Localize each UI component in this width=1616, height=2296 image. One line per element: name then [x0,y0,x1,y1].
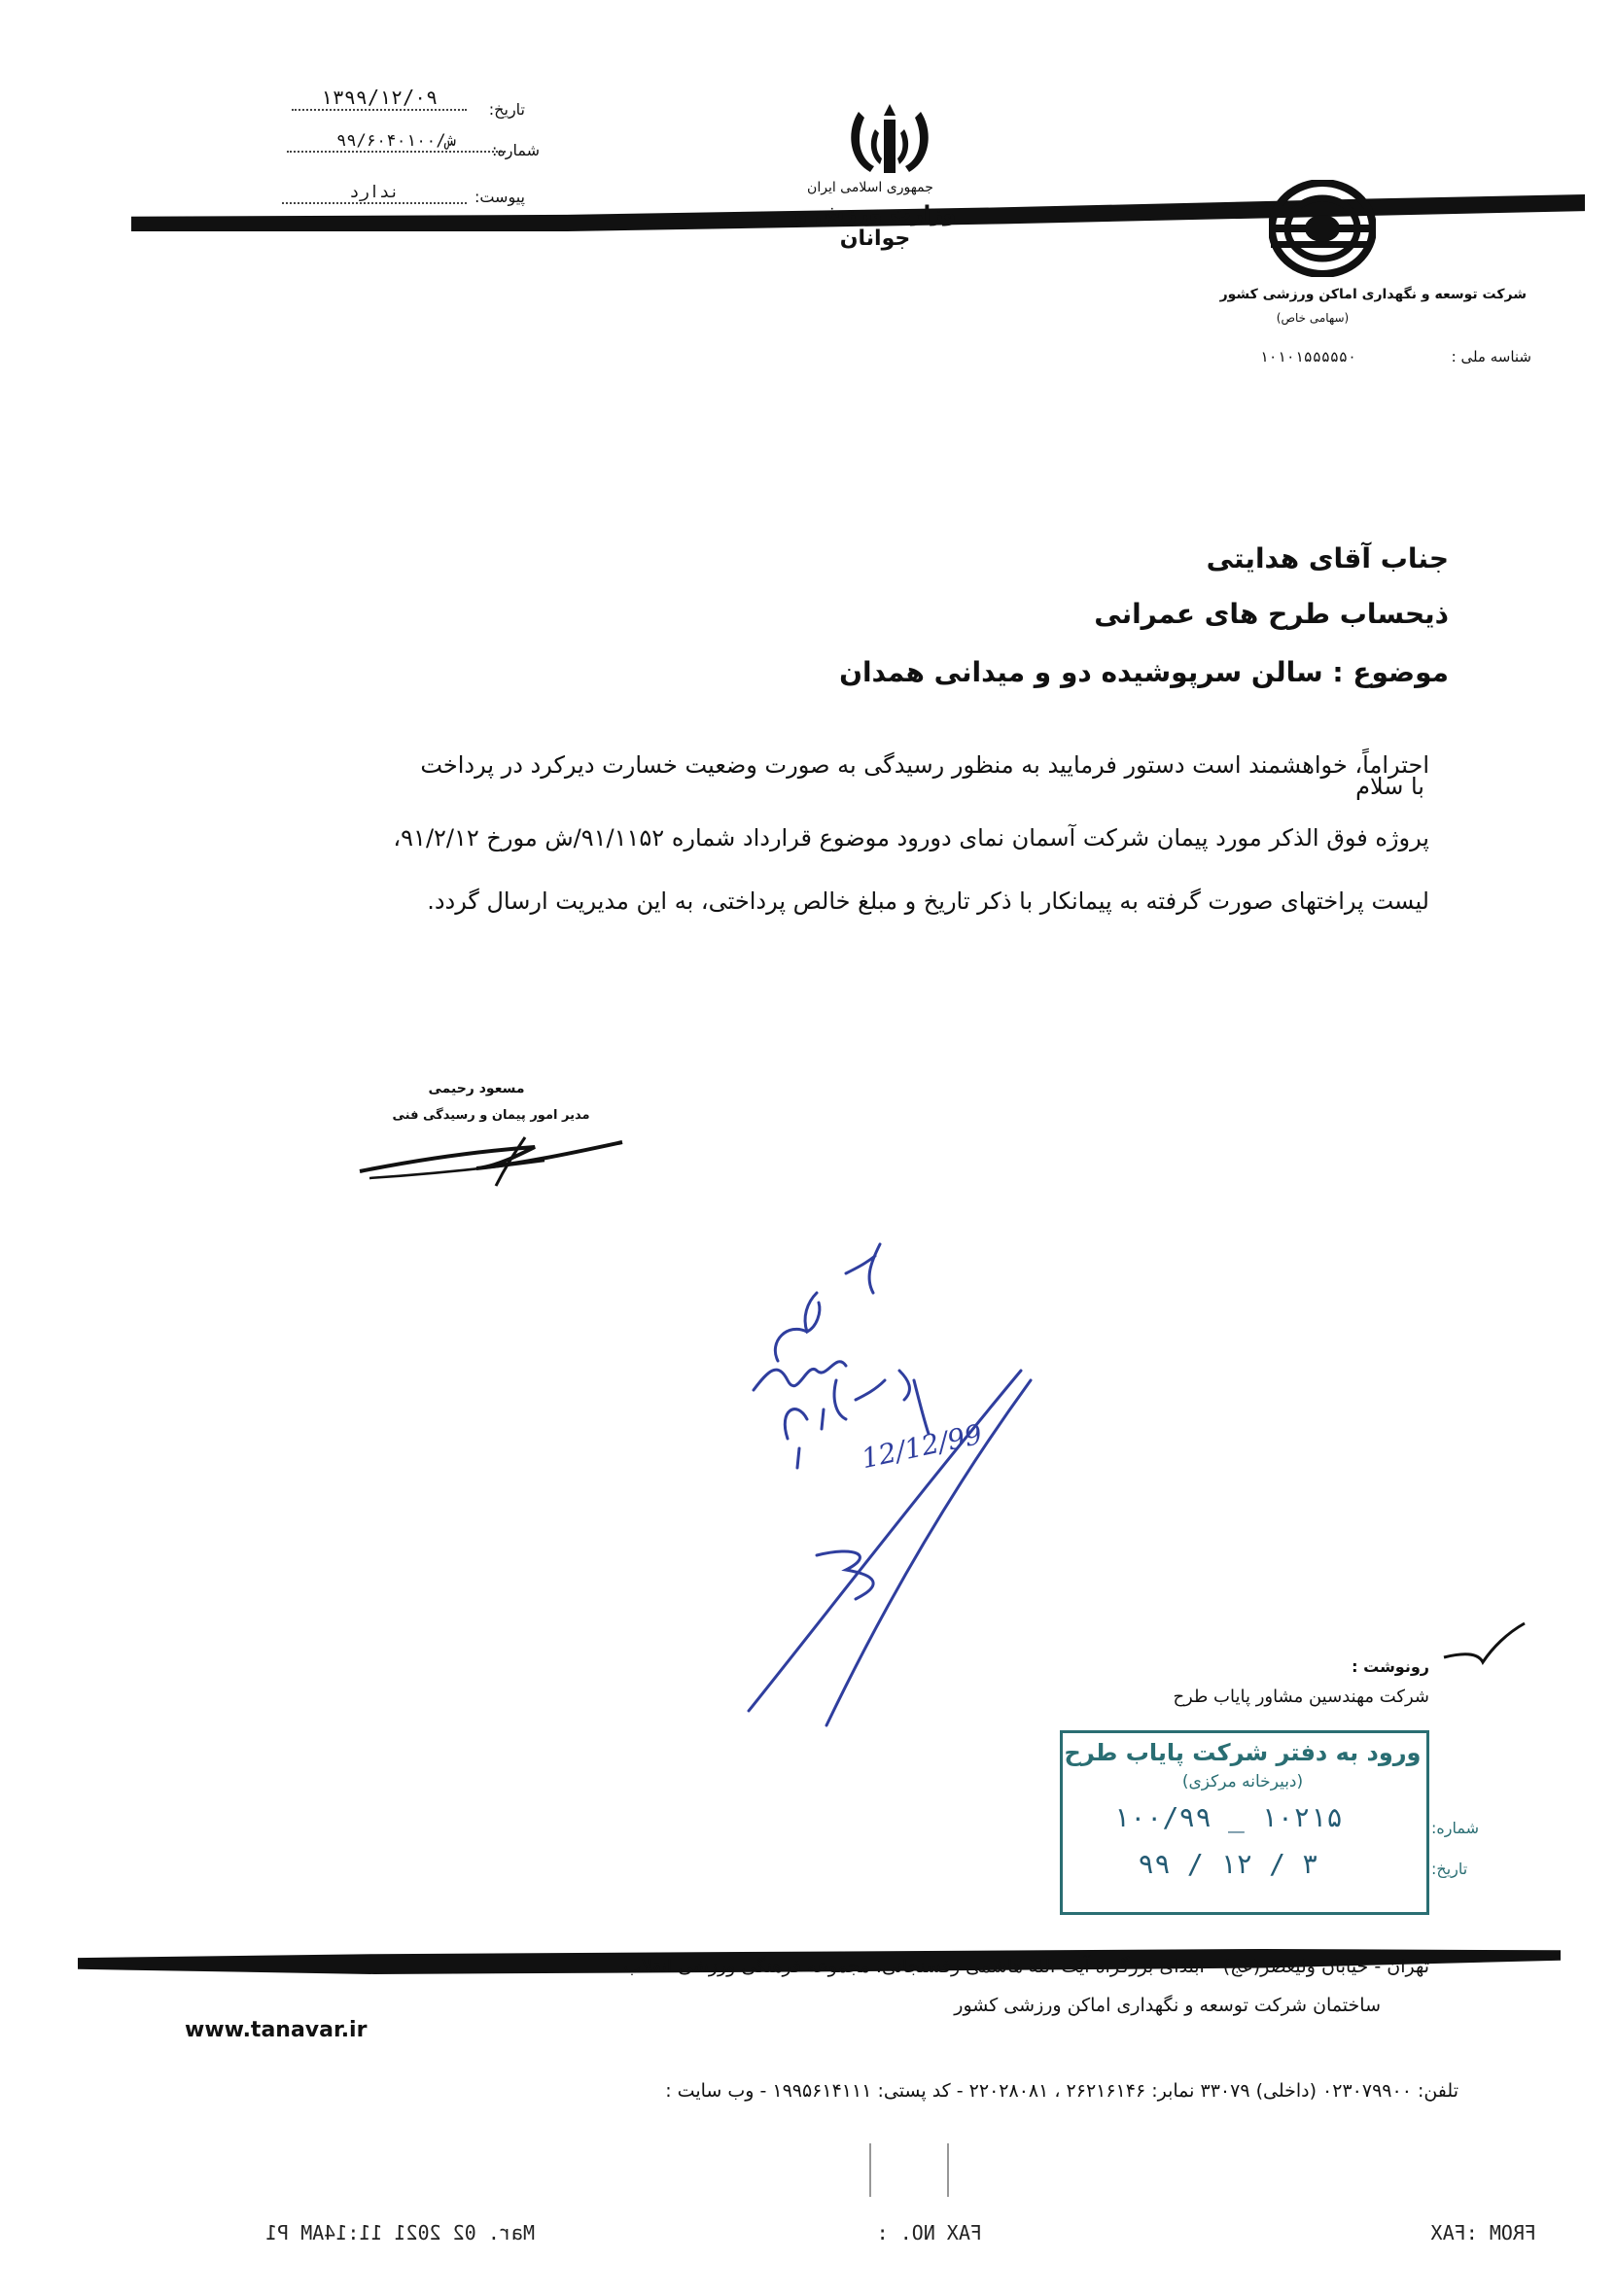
body-line-2: پروژه فوق الذکر مورد پیمان شرکت آسمان نمای دورود موضوع قرارداد شماره ۹۱/۱۱۵۲/ش مورخ ۹۱/۲/۱۲، [393,824,1429,852]
stamp-date-value: ۹۹ / ۱۲ / ۳ [1138,1848,1318,1880]
receipt-stamp [1060,1730,1480,1915]
checkmark-icon [1439,1618,1527,1677]
signatory-name: مسعود رحیمی [428,1081,525,1096]
company-logo-icon [1269,180,1376,277]
iran-emblem-icon [841,102,938,180]
cc-label: رونوشت : [1352,1657,1429,1676]
handwritten-note-icon [710,1235,1050,1740]
ministry-name: وزارت ورزش و جوانان [793,202,957,251]
subject: موضوع : سالن سرپوشیده دو و میدانی همدان [839,656,1449,688]
date-value: ۱۳۹۹/۱۲/۰۹ [292,86,467,111]
body-line-1: احتراماً، خواهشمند است دستور فرمایید به منظور رسیدگی به صورت وضعیت خسارت دیرکرد در پرداخت [420,751,1429,779]
attachment-value: ندارد [282,183,467,204]
attachment-label: پیوست: [474,188,525,206]
footer-phone: تلفن: ۰۲۳۰۷۹۹۰۰ (داخلی) ۳۳۰۷۹ نمابر: ۲۶۲۱۶۱۴۶ ، ۲۲۰۲۸۰۸۱ - کد پستی: ۱۹۹۵۶۱۴۱۱۱ - وب سایت : [665,2080,1458,2102]
fax-from: FROM :FAX [1430,2221,1536,2244]
recipient-name: جناب آقای هدایتی [1206,542,1449,574]
signatory-title: مدیر امور پیمان و رسیدگی فنی [392,1108,590,1123]
company-name: شرکت توسعه و نگهداری اماکن ورزشی کشور [1219,287,1527,302]
fax-timestamp: Mar. 02 2021 11:14AM P1 [265,2221,535,2244]
footer-website: www.tanavar.ir [185,2018,368,2042]
stamp-subtitle: (دبیرخانه مرکزی) [1181,1772,1304,1792]
number-label: شماره: [491,141,540,159]
footer-address-2: ساختمان شرکت توسعه و نگهداری اماکن ورزشی کشور [954,1995,1381,2016]
stamp-date-label: تاریخ: [1431,1860,1468,1878]
fax-number: FAX NO. : [876,2221,982,2244]
handwritten-date: 12/12/99 [859,1417,985,1476]
body-line-3: لیست پراختهای صورت گرفته به پیمانکار با ذکر تاریخ و مبلغ خالص پرداختی، به این مدیریت ارسال گردد. [427,887,1429,915]
greeting: با سلام [1355,773,1424,800]
number-value: ۹۹/۶۰۴۰۱۰۰/ش [287,131,506,153]
signature-icon [350,1118,642,1205]
company-type: (سهامی خاص) [1276,311,1350,325]
national-id-label: شناسه ملی : [1451,348,1531,365]
recipient-title: ذیحساب طرح های عمرانی [1094,598,1449,630]
footer-address-1: تهران - خیابان ولیعصر(عج) - ابتدای بزرگراه آیت الله هاشمی رفسنجانی، مجموعه فرهنگی ورزشی انقلاب [623,1956,1429,1977]
fax-tick-marks-icon [865,2139,953,2207]
stamp-title: ورود به دفتر شرکت پایاب طرح [1064,1739,1422,1766]
cc-recipient: شرکت مهندسین مشاور پایاب طرح [1173,1687,1429,1707]
stamp-number-label: شماره: [1431,1819,1480,1837]
date-label: تاریخ: [488,100,525,119]
stamp-number-value: ۱۰۰/۹۹ _ ۱۰۲۱۵ [1112,1801,1343,1833]
national-id: ۱۰۱۰۱۵۵۵۵۵۰ [1259,348,1356,365]
emblem-caption: جمهوری اسلامی ایران [807,180,933,195]
